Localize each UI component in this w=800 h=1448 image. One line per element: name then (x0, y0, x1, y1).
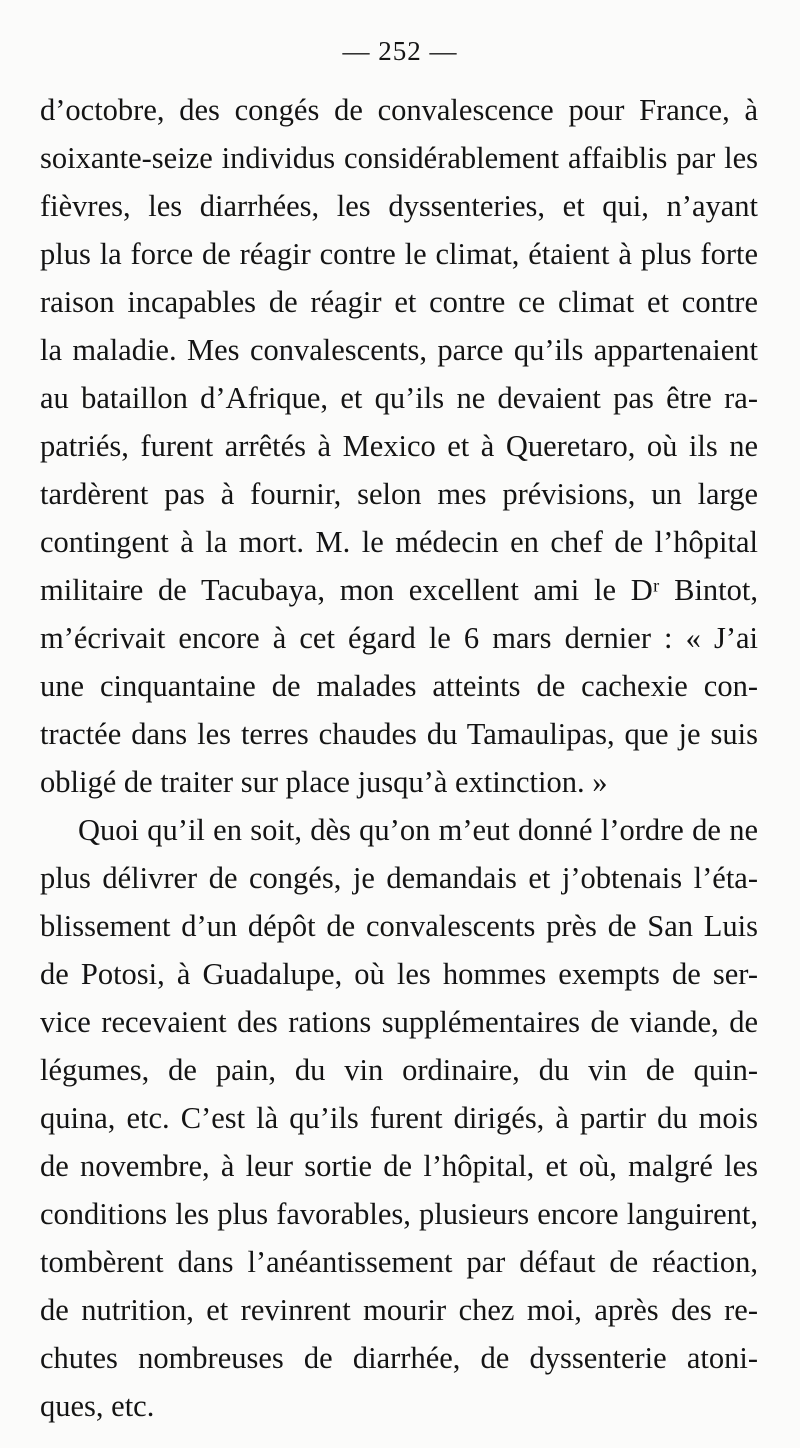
text-line: d’octobre, des congés de convalescence pour France, à (40, 93, 758, 127)
text-line: de Potosi, à Guadalupe, où les hommes exempts de ser- (40, 957, 758, 991)
text-line: ques, etc. (40, 1389, 155, 1423)
text-line: de novembre, à leur sortie de l’hôpital, et où, malgré les (40, 1149, 758, 1183)
text-line: légumes, de pain, du vin ordinaire, du vin de quin- (40, 1053, 758, 1087)
text-line: tombèrent dans l’anéantissement par défaut de réaction, (40, 1245, 758, 1279)
text-line: militaire de Tacubaya, mon excellent ami le Dʳ Bintot, (40, 573, 758, 607)
text-line: raison incapables de réagir et contre ce climat et contre (40, 285, 758, 319)
text-line: patriés, furent arrêtés à Mexico et à Queretaro, où ils ne (40, 429, 758, 463)
text-line: de nutrition, et revinrent mourir chez moi, après des re- (40, 1293, 758, 1327)
text-line: quina, etc. C’est là qu’ils furent dirigés, à partir du mois (40, 1101, 758, 1135)
text-line: plus délivrer de congés, je demandais et j’obtenais l’éta- (40, 861, 758, 895)
text-line: m’écrivait encore à cet égard le 6 mars dernier : « J’ai (40, 621, 758, 655)
text-line: au bataillon d’Afrique, et qu’ils ne devaient pas être ra- (40, 381, 758, 415)
text-line: conditions les plus favorables, plusieurs encore languirent, (40, 1197, 758, 1231)
text-line: Quoi qu’il en soit, dès qu’on m’eut donné l’ordre de ne (78, 813, 758, 847)
text-line: vice recevaient des rations supplémentaires de viande, de (40, 1005, 758, 1039)
text-line: obligé de traiter sur place jusqu’à extinction. » (40, 765, 608, 799)
text-line: chutes nombreuses de diarrhée, de dyssenterie atoni- (40, 1341, 758, 1375)
text-line: tardèrent pas à fournir, selon mes prévisions, un large (40, 477, 758, 511)
text-line: plus la force de réagir contre le climat, étaient à plus forte (40, 237, 758, 271)
text-line: contingent à la mort. M. le médecin en chef de l’hôpital (40, 525, 758, 559)
text-line: fièvres, les diarrhées, les dyssenteries, et qui, n’ayant (40, 189, 758, 223)
text-line: soixante-seize individus considérablement affaiblis par les (40, 141, 758, 175)
text-line: blissement d’un dépôt de convalescents près de San Luis (40, 909, 758, 943)
text-line: tractée dans les terres chaudes du Tamaulipas, que je suis (40, 717, 758, 751)
text-line: une cinquantaine de malades atteints de cachexie con- (40, 669, 758, 703)
page-number: — 252 — (342, 36, 458, 66)
text-line: la maladie. Mes convalescents, parce qu’ils appartenaient (40, 333, 758, 367)
